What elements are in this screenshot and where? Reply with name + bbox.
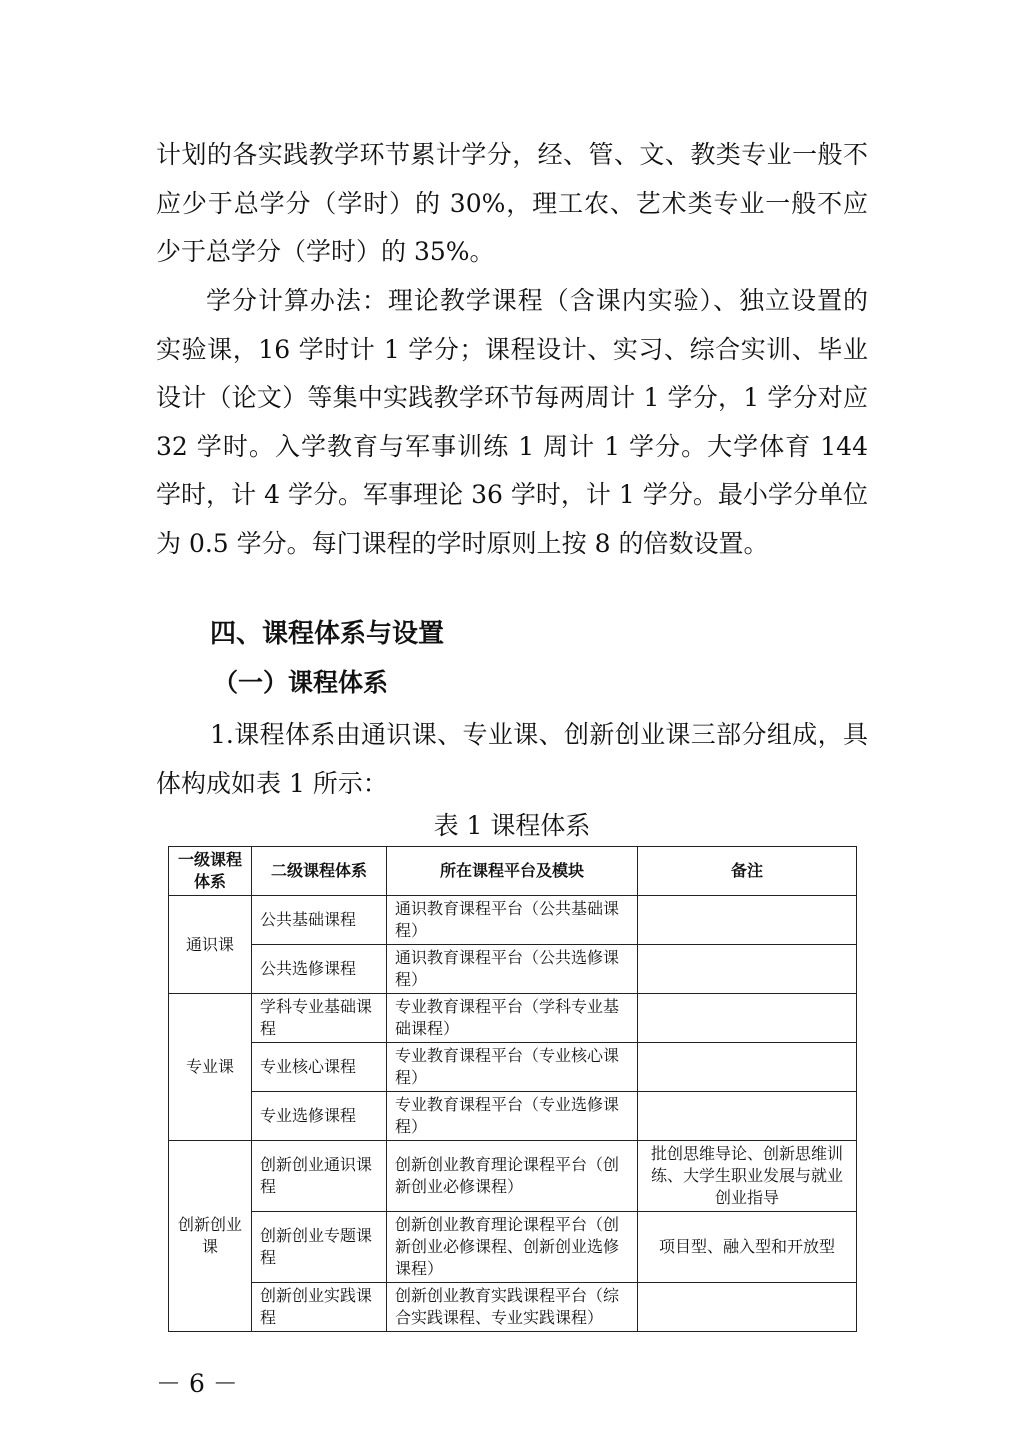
subsection-heading: （一）课程体系 [213,668,389,697]
level1-cell: 专业课 [169,994,252,1141]
level2-cell: 专业核心课程 [252,1043,387,1092]
section-heading: 四、课程体系与设置 [210,619,445,649]
platform-cell: 专业教育课程平台（专业核心课程） [387,1043,638,1092]
level1-cell: 通识课 [169,896,252,994]
note-cell [638,1283,857,1332]
note-cell [638,1092,857,1141]
note-cell: 项目型、融入型和开放型 [638,1212,857,1283]
level2-cell: 公共选修课程 [252,945,387,994]
body-paragraph-practice-credits: 计划的各实践教学环节累计学分，经、管、文、教类专业一般不应少于总学分（学时）的 30%，理工农、艺术类专业一般不应少于总学分（学时）的 35%。 [156,140,868,267]
table-row [169,896,857,945]
table-row [169,945,857,994]
page-number: － 6 － [156,1369,238,1398]
platform-cell: 创新创业教育理论课程平台（创新创业必修课程） [387,1141,638,1212]
level2-cell: 公共基础课程 [252,896,387,945]
level1-cell: 创新创业课 [169,1141,252,1332]
platform-cell: 创新创业教育实践课程平台（综合实践课程、专业实践课程） [387,1283,638,1332]
table-row [169,1283,857,1332]
level2-cell: 创新创业实践课程 [252,1283,387,1332]
header-note: 备注 [638,847,857,896]
table-row [169,1212,857,1283]
table-row [169,1043,857,1092]
note-cell [638,1043,857,1092]
note-cell [638,994,857,1043]
level2-cell: 专业选修课程 [252,1092,387,1141]
platform-cell: 专业教育课程平台（专业选修课程） [387,1092,638,1141]
note-cell: 批创思维导论、创新思维训练、大学生职业发展与就业创业指导 [638,1141,857,1212]
platform-cell: 专业教育课程平台（学科专业基础课程） [387,994,638,1043]
table-row [169,994,857,1043]
table-header-row [169,847,857,896]
header-level1: 一级课程体系 [169,847,252,896]
level2-cell: 学科专业基础课程 [252,994,387,1043]
body-paragraph-credit-calculation: 学分计算办法：理论教学课程（含课内实验）、独立设置的实验课，16 学时计 1 学分；课程设计、实习、综合实训、毕业设计（论文）等集中实践教学环节每两周计 1 学分，1 学分对应 32 学时。入学教育与军事训练 1 周计 1 学分。大学体育 144 学时，计 4 学分。军事理论 36 学时，计 1 学分。最小学分单位为 0.5 学分。每门课程的学时原则上按 8 的倍数设置。 [156,286,868,558]
course-system-table [168,846,857,1332]
platform-cell: 通识教育课程平台（公共选修课程） [387,945,638,994]
header-platform: 所在课程平台及模块 [387,847,638,896]
level2-cell: 创新创业专题课程 [252,1212,387,1283]
body-paragraph-course-system: 1.课程体系由通识课、专业课、创新创业课三部分组成，具体构成如表 1 所示： [156,720,868,798]
table-row [169,1092,857,1141]
platform-cell: 通识教育课程平台（公共基础课程） [387,896,638,945]
platform-cell: 创新创业教育理论课程平台（创新创业必修课程、创新创业选修课程） [387,1212,638,1283]
note-cell [638,896,857,945]
table-caption: 表 1 课程体系 [433,811,591,840]
note-cell [638,945,857,994]
table-row [169,1141,857,1212]
level2-cell: 创新创业通识课程 [252,1141,387,1212]
header-level2: 二级课程体系 [252,847,387,896]
